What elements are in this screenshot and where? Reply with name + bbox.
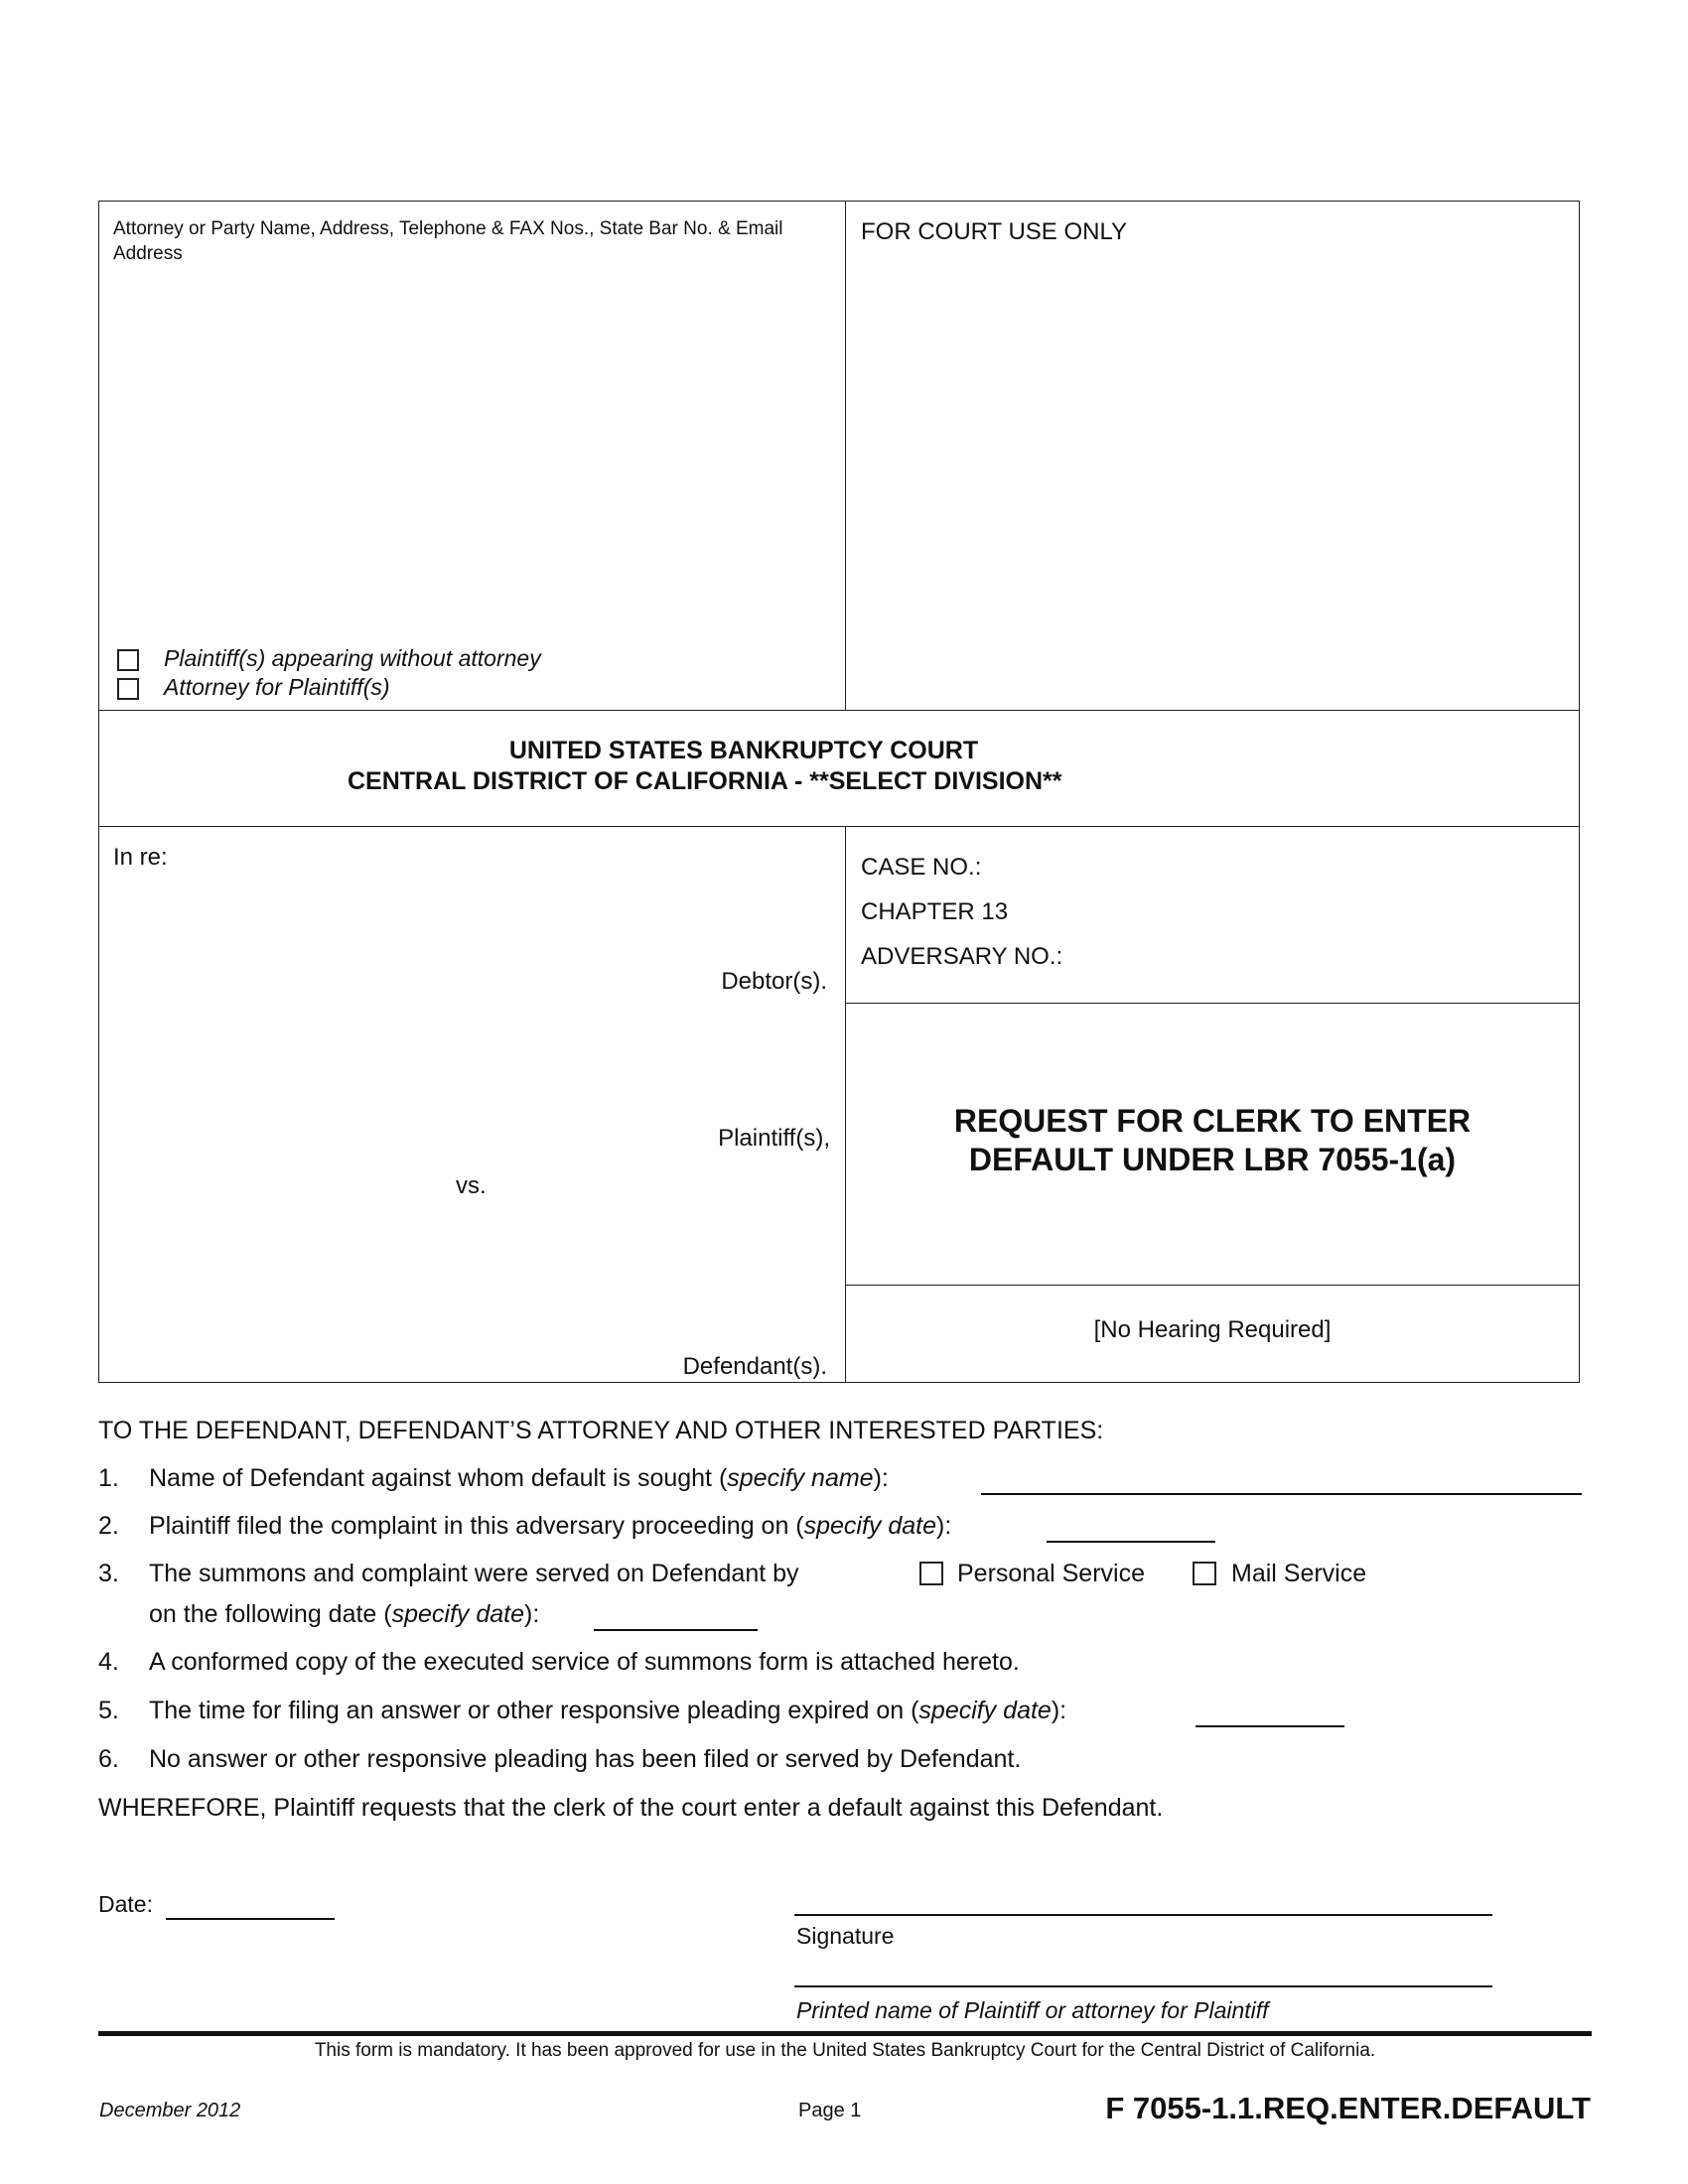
form-id: F 7055-1.1.REQ.ENTER.DEFAULT [1105, 2091, 1591, 2125]
divider [845, 1003, 1580, 1004]
item-4-text: A conformed copy of the executed service of summons form is attached hereto. [149, 1648, 1020, 1676]
wherefore-text: WHEREFORE, Plaintiff requests that the clerk of the court enter a default against this Defendant. [98, 1794, 1164, 1822]
form-title-line2: DEFAULT UNDER LBR 7055-1(a) [968, 1142, 1457, 1177]
service-date-field[interactable] [594, 1629, 758, 1631]
printed-name-line[interactable] [794, 1985, 1492, 1987]
divider [98, 710, 1580, 711]
item-number: 5. [98, 1697, 119, 1724]
date-label: Date: [98, 1891, 153, 1917]
mail-service-checkbox[interactable] [1193, 1562, 1216, 1585]
defendants-label: Defendant(s). [682, 1353, 827, 1380]
item-number: 4. [98, 1648, 119, 1676]
item-number: 6. [98, 1745, 119, 1773]
debtors-label: Debtor(s). [721, 968, 827, 995]
complaint-date-field[interactable] [1047, 1541, 1215, 1543]
attorney-for-plaintiff-checkbox[interactable] [117, 678, 139, 700]
form-date: December 2012 [99, 2100, 241, 2121]
divider [845, 1285, 1580, 1286]
plaintiffs-label: Plaintiff(s), [718, 1125, 830, 1152]
court-district: CENTRAL DISTRICT OF CALIFORNIA - **SELECT DIVISION** [348, 767, 1062, 795]
vs-label: vs. [456, 1172, 487, 1199]
plaintiff-no-attorney-label: Plaintiff(s) appearing without attorney [164, 645, 541, 671]
in-re-label: In re: [113, 844, 168, 871]
item-number: 1. [98, 1464, 119, 1492]
divider [98, 826, 1580, 827]
chapter-label: CHAPTER 13 [861, 898, 1009, 925]
case-no-label: CASE NO.: [861, 854, 982, 881]
footer-rule [98, 2031, 1592, 2036]
answer-expired-date-field[interactable] [1196, 1725, 1344, 1727]
page-number: Page 1 [798, 2100, 862, 2121]
printed-name-label: Printed name of Plaintiff or attorney for Plaintiff [796, 1997, 1269, 2023]
no-hearing-label: [No Hearing Required] [1093, 1316, 1332, 1343]
personal-service-label: Personal Service [957, 1560, 1145, 1587]
date-field[interactable] [166, 1918, 335, 1920]
defendant-name-field[interactable] [981, 1493, 1582, 1495]
item-3-line2: on the following date (specify date): [149, 1600, 540, 1628]
personal-service-checkbox[interactable] [919, 1562, 943, 1585]
mandatory-notice: This form is mandatory. It has been approved for use in the United States Bankruptcy Court for the Central District of California. [314, 2040, 1376, 2061]
mail-service-label: Mail Service [1231, 1560, 1367, 1587]
item-3-text: The summons and complaint were served on Defendant by [149, 1560, 799, 1587]
plaintiff-no-attorney-checkbox[interactable] [117, 649, 139, 671]
intro-text: TO THE DEFENDANT, DEFENDANT’S ATTORNEY AND OTHER INTERESTED PARTIES: [98, 1417, 1104, 1444]
court-name: UNITED STATES BANKRUPTCY COURT [508, 737, 979, 764]
signature-label: Signature [796, 1923, 895, 1949]
signature-line[interactable] [794, 1914, 1492, 1916]
item-2-text: Plaintiff filed the complaint in this adversary proceeding on (specify date): [149, 1512, 952, 1540]
attorney-info-label: Attorney or Party Name, Address, Telephone & FAX Nos., State Bar No. & Email Address [113, 218, 783, 264]
divider [845, 201, 846, 710]
attorney-for-plaintiff-label: Attorney for Plaintiff(s) [164, 674, 390, 700]
item-number: 3. [98, 1560, 119, 1587]
item-5-text: The time for filing an answer or other responsive pleading expired on (specify date): [149, 1697, 1067, 1724]
court-use-label: FOR COURT USE ONLY [861, 218, 1128, 245]
adversary-no-label: ADVERSARY NO.: [861, 943, 1063, 970]
item-number: 2. [98, 1512, 119, 1540]
item-1-text: Name of Defendant against whom default is sought (specify name): [149, 1464, 889, 1492]
item-6-text: No answer or other responsive pleading has been filed or served by Defendant. [149, 1745, 1022, 1773]
form-title-line1: REQUEST FOR CLERK TO ENTER [953, 1103, 1472, 1139]
